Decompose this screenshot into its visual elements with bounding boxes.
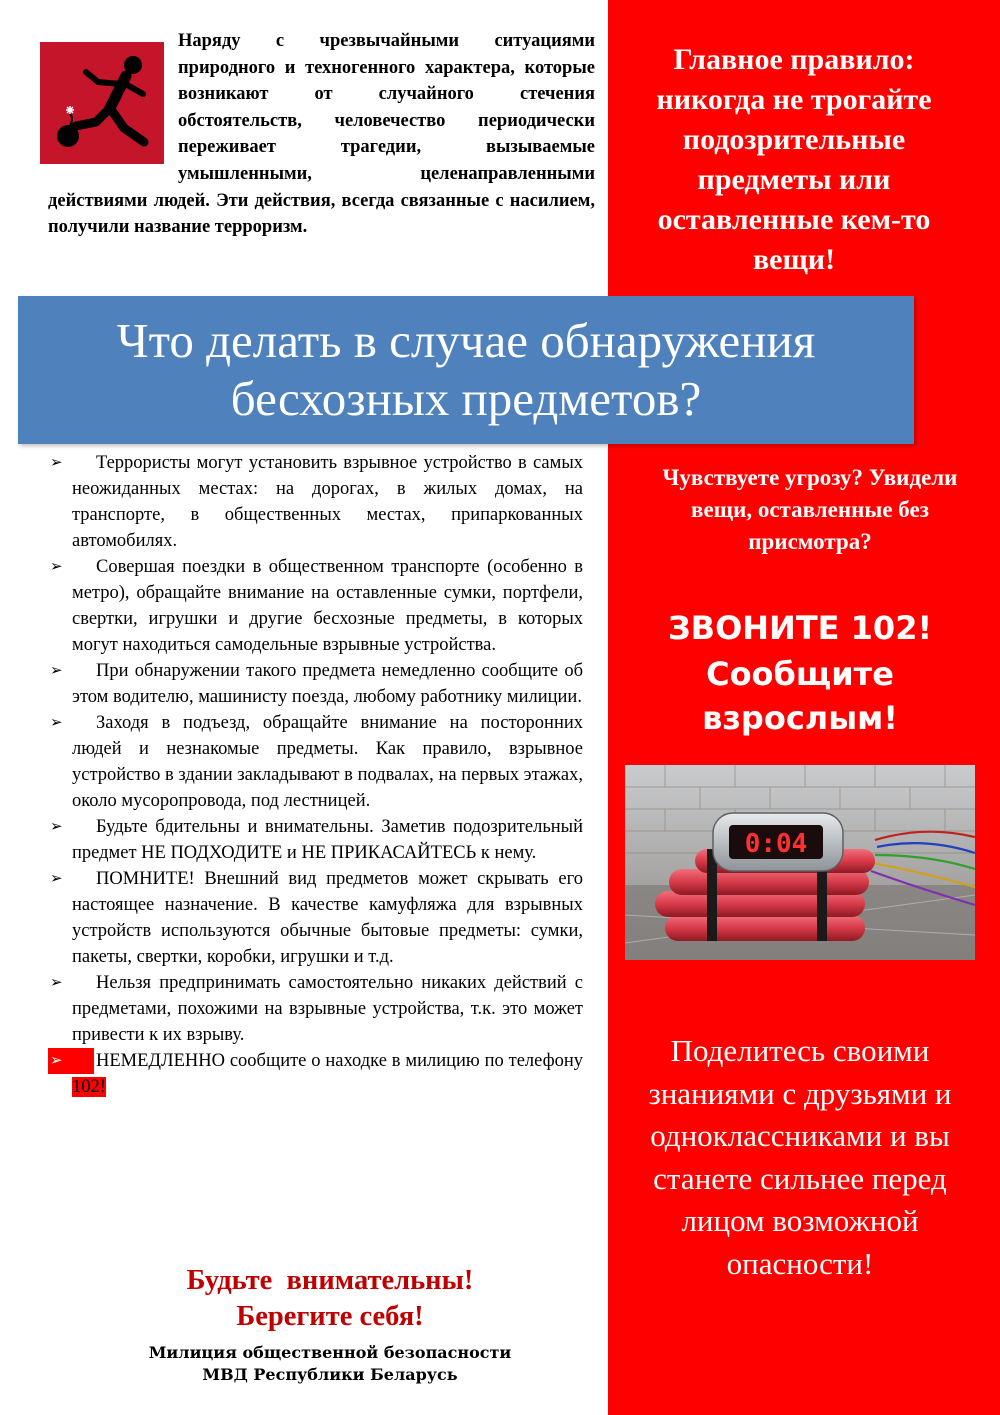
intro-paragraph (48, 28, 595, 241)
signature (100, 1342, 560, 1386)
arrow-bullet-icon: ➢ (50, 663, 63, 679)
title-banner (18, 296, 914, 444)
arrow-bullet-icon: ➢ (50, 715, 63, 731)
closing-appeal (60, 1263, 600, 1335)
rule-text: НЕМЕДЛЕННО сообщите о находке в милицию по телефону (96, 1051, 583, 1071)
list-item-emergency (48, 1048, 583, 1100)
call-102-text: ЗВОНИТЕ 102! (667, 609, 933, 647)
take-care-text: Берегите себя! (236, 1301, 424, 1332)
call-block (620, 606, 980, 740)
rules-list (48, 450, 583, 1100)
rule-text: ПОМНИТЕ! Внешний вид предметов может скрывать его настоящее назначение. В качестве камуфляжа для взрывных устройств используются обычные бытовые предметы: сумки, пакеты, свертки, коробки, игрушки и т.д. (72, 869, 583, 967)
list-item (48, 970, 583, 1048)
arrow-bullet-icon: ➢ (50, 819, 63, 835)
signature-line-2: МВД Республики Беларусь (202, 1365, 458, 1384)
intro-text: Наряду с чрезвычайными ситуациями природного и техногенного характера, которые возникают от случайного стечения обстоятельств, человечество периодически переживает трагедии, вызываемые умышленными, целенаправленными действиями людей. Эти действия, всегда связанные с насилием, получили название терроризм. (48, 31, 595, 238)
phone-number-highlight: 102! (72, 1077, 106, 1097)
tell-adults-text: Сообщите взрослым! (702, 655, 898, 737)
arrow-bullet-icon: ➢ (50, 559, 63, 575)
list-item (48, 814, 583, 866)
rule-text: Террористы могут установить взрывное устройство в самых неожиданных местах: на дорогах, в жилых домах, на транспорте, в общественных местах, припаркованных автомобилях. (72, 453, 583, 551)
arrow-bullet-icon: ➢ (48, 1048, 94, 1074)
time-bomb-image (625, 765, 975, 960)
share-message: Поделитесь своими знаниями с друзьями и одноклассниками и вы станете сильнее перед лицом возможной опасности! (648, 1033, 952, 1281)
list-item (48, 866, 583, 970)
list-item (48, 450, 583, 554)
arrow-bullet-icon: ➢ (50, 455, 63, 471)
arrow-bullet-icon: ➢ (50, 975, 63, 991)
rule-text: Будьте бдительны и внимательны. Заметив подозрительный предмет НЕ ПОДХОДИТЕ и НЕ ПРИКАСАЙТЕСЬ к нему. (72, 817, 583, 863)
signature-line-1: Милиция общественной безопасности (148, 1343, 512, 1362)
rule-text: Заходя в подъезд, обращайте внимание на посторонних людей и незнакомые предметы. Как правило, взрывное устройство в здании закладывают в подвалах, на первых этажах, около мусоропровода, под лестницей. (72, 713, 583, 811)
rule-text: Совершая поездки в общественном транспорте (особенно в метро), обращайте внимание на оставленные сумки, портфели, свертки, игрушки и другие бесхозные предметы, в которых могут находиться самодельные взрывные устройства. (72, 557, 583, 655)
arrow-bullet-icon: ➢ (50, 871, 63, 887)
list-item (48, 554, 583, 658)
threat-question: Чувствуете угрозу? Увидели вещи, оставленные без присмотра? (662, 465, 958, 554)
rule-text: Нельзя предпринимать самостоятельно никаких действий с предметами, похожими на взрывные устройства, т.к. это может привести к их взрыву. (72, 973, 583, 1045)
clock-display: 0:04 (744, 829, 808, 859)
list-item (48, 658, 583, 710)
be-attentive-text: Будьте внимательны! (186, 1265, 474, 1296)
list-item (48, 710, 583, 814)
page-title: Что делать в случае обнаружения бесхозных предметов? (116, 313, 816, 426)
main-rule-text: Главное правило: никогда не трогайте подозрительные предметы или оставленные кем-то вещи! (656, 43, 932, 276)
rule-text: При обнаружении такого предмета немедленно сообщите об этом водителю, машинисту поезда, любому работнику милиции. (72, 661, 583, 707)
